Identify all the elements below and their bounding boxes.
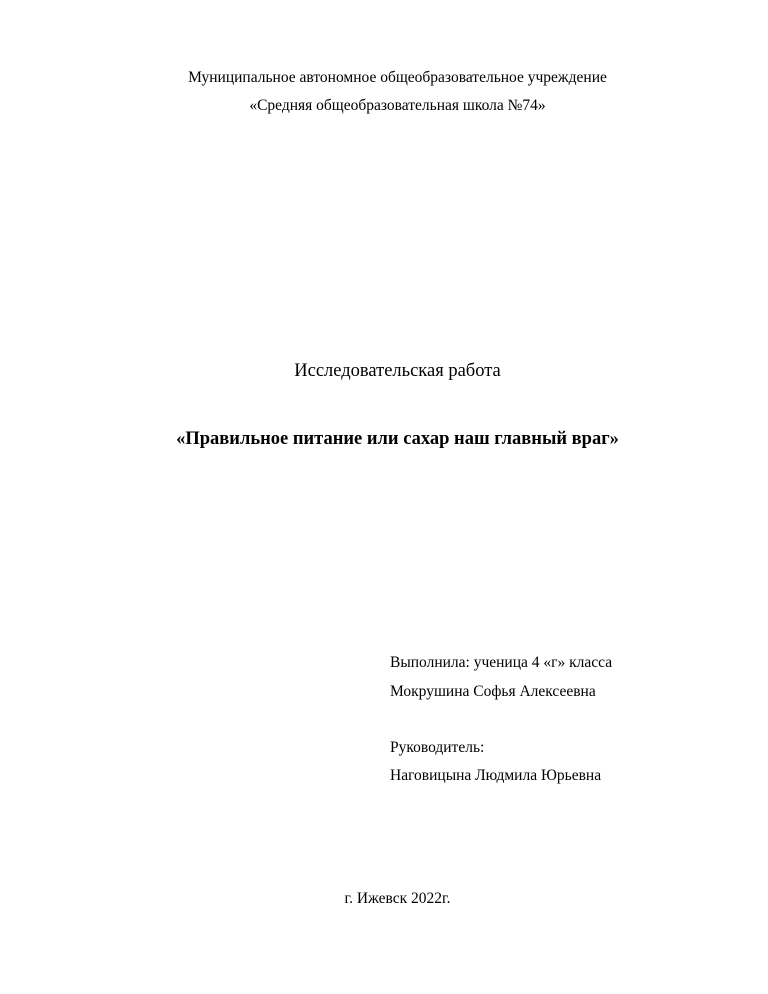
supervisor-label: Руководитель: [390, 739, 485, 756]
student-name: Мокрушина Софья Алексеевна [390, 683, 596, 700]
city-year: г. Ижевск 2022г. [344, 890, 451, 907]
institution-name-line2: «Средняя общеобразовательная школа №74» [249, 97, 546, 114]
supervisor-name: Наговицына Людмила Юрьевна [390, 767, 602, 784]
work-type: Исследовательская работа [294, 361, 501, 381]
author-class-line: Выполнила: ученица 4 «г» класса [390, 654, 613, 671]
work-title: «Правильное питание или сахар наш главный враг» [176, 429, 619, 449]
institution-name-line1: Муниципальное автономное общеобразовательное учреждение [188, 69, 607, 86]
